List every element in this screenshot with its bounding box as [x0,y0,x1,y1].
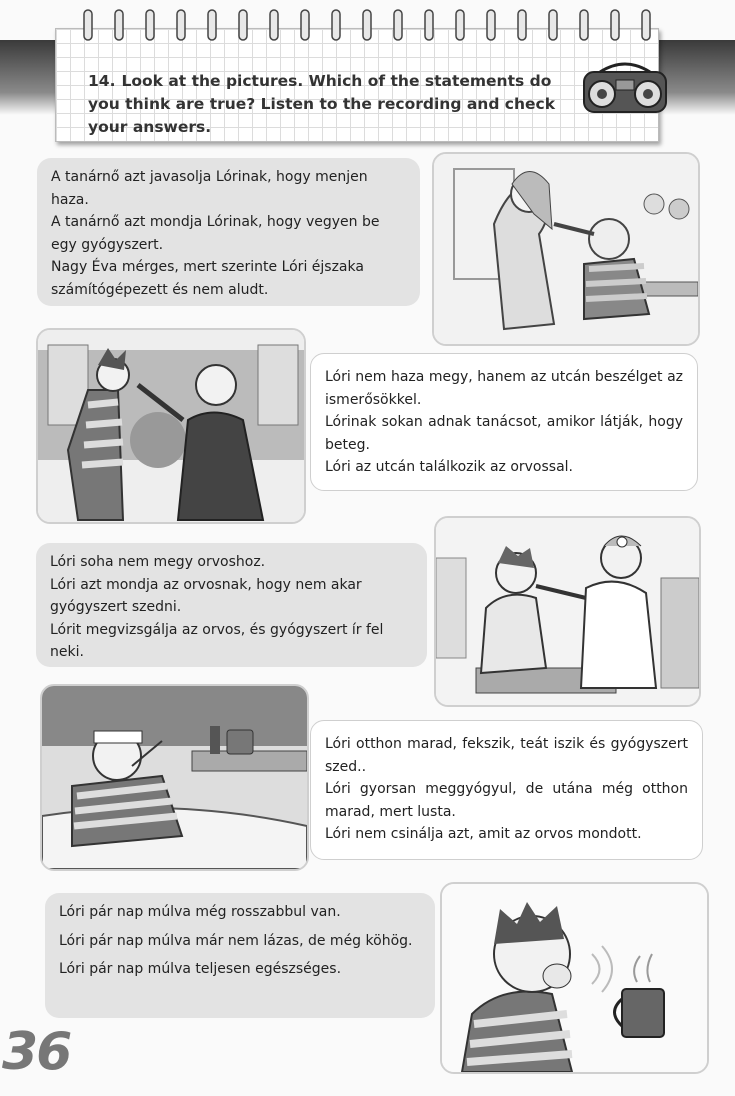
instruction-text: Look at the pictures. Which of the statements do you think are true? Listen to the recording and check your answers. [88,72,556,136]
exercise-number: 14. [88,72,116,90]
statement-box-5 [45,893,435,1018]
statement: Lóri pár nap múlva még rosszabbul van. [59,904,341,920]
statement: A tanárnő azt mondja Lórinak, hogy vegyen be egy gyógyszert. [51,214,380,253]
statement: Lóri nem haza megy, hanem az utcán beszélget az ismerősökkel. [325,369,683,408]
coughing-boy-illustration [440,882,709,1074]
page-number: 36 [2,1022,71,1082]
statement: Lóri pár nap múlva teljesen egészséges. [59,961,342,977]
statement: A tanárnő azt javasolja Lórinak, hogy menjen haza. [51,169,368,208]
statement: Lóri gyorsan meggyógyul, de utána még otthon marad, mert lusta. [325,781,688,820]
spiral-rings-icon [78,6,658,46]
boombox-icon [580,58,670,116]
statement-box-4 [310,720,703,860]
statement-box-3 [36,543,427,667]
statement: Nagy Éva mérges, mert szerinte Lóri éjszaka számítógépezett és nem aludt. [51,259,364,298]
statement: Lóri pár nap múlva már nem lázas, de még köhög. [59,932,413,949]
doctor-street-illustration [36,328,306,524]
statement: Lórinak sokan adnak tanácsot, amikor látják, hogy beteg. [325,414,683,453]
exercise-instruction [88,70,588,139]
statement: Lóri az utcán találkozik az orvossal. [325,459,574,475]
sick-in-bed-illustration [40,684,309,871]
teacher-student-illustration [432,152,700,346]
statement: Lóri otthon marad, fekszik, teát iszik és gyógyszert szed.. [325,736,688,775]
statement: Lóri azt mondja az orvosnak, hogy nem akar gyógyszert szedni. [50,576,362,615]
statement-box-1 [37,158,420,306]
statement: Lóri soha nem megy orvoshoz. [50,554,266,570]
statement: Lóri nem csinálja azt, amit az orvos mondott. [325,826,642,842]
doctor-examination-illustration [434,516,701,707]
statement-box-2 [310,353,698,491]
statement: Lórit megvizsgálja az orvos, és gyógyszert ír fel neki. [50,621,384,660]
